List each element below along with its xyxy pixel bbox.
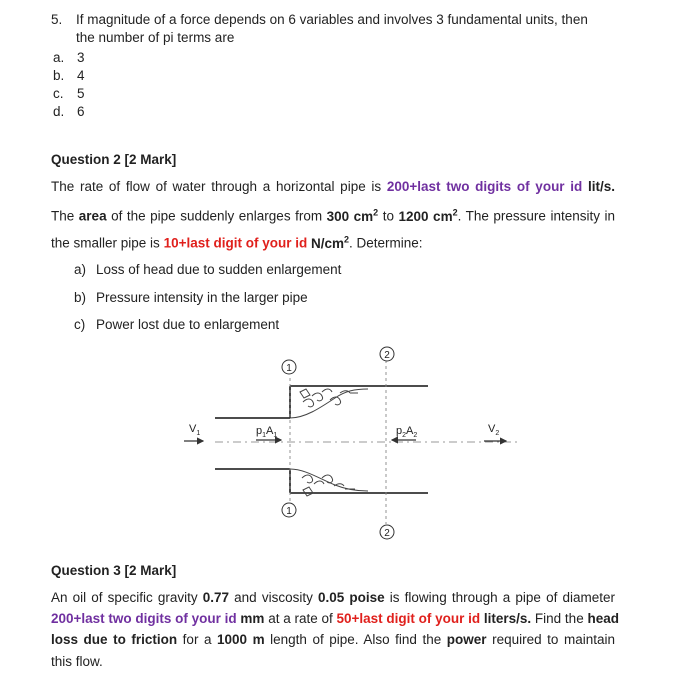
q3-paragraph-line4: this flow. [51, 654, 103, 669]
q2-paragraph-line2: The area of the pipe suddenly enlarges from 300 $cm^2$ to 1200 $cm^2$. The pressure intensity in [51, 207, 616, 224]
option-letter: b. [53, 68, 65, 83]
section-2-marker-bottom [380, 525, 394, 539]
id-placeholder-rate: 50+last digit of your id [336, 611, 481, 626]
id-placeholder-pressure: 10+last digit of your id [163, 235, 308, 251]
q3-paragraph-line1: An oil of specific gravity 0.77 and viscosity 0.05 poise is flowing through a pipe of diameter [51, 590, 615, 605]
option-value: 3 [77, 50, 85, 65]
section-1-marker-bottom [282, 503, 296, 517]
option-value: 4 [77, 68, 85, 83]
svg-text:2: 2 [384, 350, 390, 361]
eddy-region-bottom [290, 469, 368, 496]
q5-text-line1: If magnitude of a force depends on 6 variables and involves 3 fundamental units, then [76, 12, 588, 27]
label-p1a1: $p_1A_1$ [256, 425, 278, 439]
q2-paragraph-line3: the smaller pipe is 10+last digit of your id $N/cm^2$. Determine: [51, 234, 423, 251]
option-letter: d. [53, 104, 65, 119]
q5-text-line2: the number of pi terms are [76, 30, 235, 45]
option-letter: c. [53, 86, 64, 101]
svg-text:2: 2 [384, 528, 390, 539]
svg-text:1: 1 [286, 506, 292, 517]
option-value: 6 [77, 104, 85, 119]
label-p2a2: $p_2A_2$ [396, 425, 418, 439]
id-placeholder-diameter: 200+last two digits of your id [51, 611, 237, 626]
q3-paragraph-line2: 200+last two digits of your id mm at a rate of 50+last digit of your id liters/s. Find the head [51, 611, 619, 626]
section-1-marker-top [282, 360, 296, 374]
q2-paragraph-line1: The rate of flow of water through a horizontal pipe is 200+last two digits of your id lit/s. [51, 179, 615, 194]
id-placeholder-flow: 200+last two digits of your id [386, 179, 583, 194]
q2-part-a: a) Loss of head due to sudden enlargement [74, 262, 342, 277]
q5-number: 5. [51, 12, 63, 27]
q3-paragraph-line3: loss due to friction for a 1000 m length of pipe. Also find the power required to maintain [51, 632, 615, 647]
option-letter: a. [53, 50, 65, 65]
option-value: 5 [77, 86, 85, 101]
label-v2: $V_2$ [488, 423, 500, 437]
q2-part-c: c) Power lost due to enlargement [74, 317, 280, 332]
section-2-marker-top [380, 347, 394, 361]
q3-heading: Question 3 [2 Mark] [51, 563, 177, 578]
label-v1: $V_1$ [189, 423, 201, 437]
q2-heading: Question 2 [2 Mark] [51, 152, 177, 167]
eddy-region-top [290, 389, 368, 418]
svg-text:1: 1 [286, 363, 292, 374]
q2-part-b: b) Pressure intensity in the larger pipe [74, 290, 308, 305]
